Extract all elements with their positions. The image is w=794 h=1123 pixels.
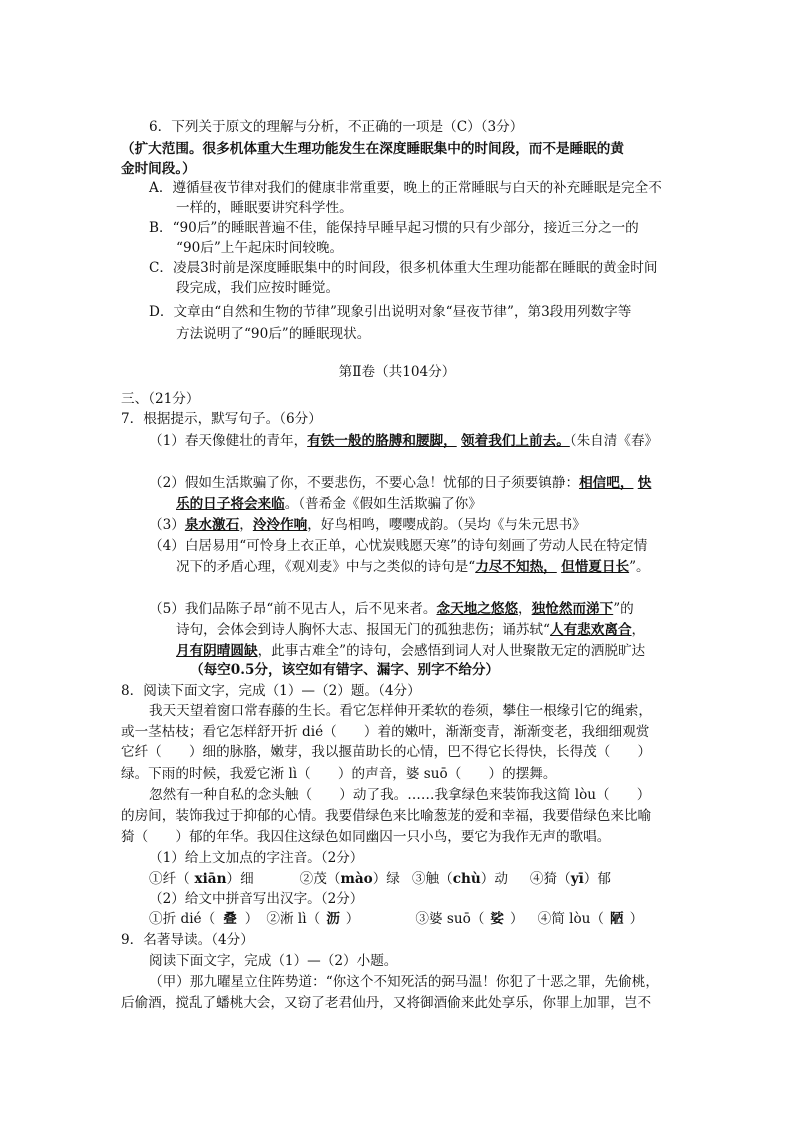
q6-option-d-line2: 方法说明了“90后”的睡眠现状。 (176, 326, 371, 342)
q7-item2-answer1: 相信吧， (579, 475, 634, 491)
q6-note-line1: （扩大范围。很多机体重大生理功能发生在深度睡眠集中的时间段，而不是睡眠的黄 (121, 141, 624, 157)
q7-item5-text: 诗句，会体会到诗人胸怀大志、报国无门的孤独悲伤；诵苏轼“ (176, 622, 550, 638)
q9-passage-line2: 后偷酒，搅乱了蟠桃大会，又窃了老君仙丹，又将御酒偷来此处享乐，你罪上加罪，岂不 (121, 995, 652, 1011)
q7-item3-number: （3） (149, 517, 185, 533)
part-three-heading: 三、（21分） (121, 391, 200, 407)
q7-score-note: （每空0.5分，该空如有错字、漏字、别字不给分） (190, 662, 500, 678)
q8-passage-line4: 绿。下雨的时候，我爱它淅 lì（ ）的声音，婆 suō（ ）的摆舞。 (121, 766, 557, 782)
q7-item1-source: （朱自清《春》 (569, 433, 659, 449)
q6-option-b-line1: B．“90后”的睡眠普遍不佳，能保持早睡早起习惯的只有少部分，接近三分之一的 (149, 220, 639, 236)
q7-item5-answer3: 人有悲欢离合 (549, 622, 632, 638)
q7-item4-answer2: 但惜夏日长 (561, 559, 630, 575)
q7-item2-line2 (176, 494, 482, 514)
q7-item3 (149, 515, 586, 535)
q8-passage-line5: 忽然有一种自私的念头触（ ）动了我。……我拿绿色来装饰我这简 lòu（ ） (149, 787, 651, 803)
q8-sub2-a: ①折 dié（ 叠 ） (149, 911, 259, 927)
q8-sub1-c: ③触（chù）动 (411, 871, 508, 887)
q7-item4-prompt: 况下的矛盾心理，《观刈麦》中与之类似的诗句是“ (176, 559, 476, 575)
q6-option-b-line2: “90后”上午起床时间较晚。 (176, 240, 344, 256)
q6-option-c-line2: 段完成，我们应按时睡觉。 (176, 280, 340, 296)
q8-sub1-stem: （1）给上文加点的字注音。（2分） (149, 850, 364, 866)
q8-sub1-d: ④猗（yī）郁 (529, 871, 611, 887)
q9-intro: 阅读下面文字，完成（1）—（2）小题。 (149, 953, 398, 969)
q7-item4-line2 (176, 557, 650, 577)
q6-stem: 6．下列关于原文的理解与分析，不正确的一项是（C）（3分） (149, 119, 524, 135)
q7-item5-end: ”的 (613, 601, 634, 617)
q7-item3-rest: ，好鸟相鸣，嘤嘤成韵。（吴均《与朱元思书》 (307, 517, 586, 533)
q7-item2-line1 (149, 473, 651, 493)
q7-stem: 7．根据提示，默写句子。（6分） (121, 411, 322, 427)
q8-sub2-answers (149, 909, 643, 929)
q8-sub1-answers (149, 869, 611, 889)
q7-item5-answer4: 月有阴晴圆缺 (176, 643, 258, 659)
q8-sub2-stem: （2）给文中拼音写出汉字。（2分） (149, 891, 364, 907)
q6-option-a-line2: 一样的，睡眠要讲究科学性。 (176, 200, 353, 216)
q7-item3-answer2: 泠泠作响 (252, 517, 308, 533)
q7-item4-end: ”。 (629, 559, 650, 575)
q8-sub2-d: ④简 lòu（ 陋 ） (537, 911, 644, 927)
q9-passage-line1: （甲）那九曜星立住阵势道：“你这个不知死活的弼马温！你犯了十恶之罪，先偷桃， (149, 974, 659, 990)
section-title: 第Ⅱ卷（共104分） (338, 364, 456, 380)
q8-sub2-b: ②淅 lì（ 沥 ） (266, 911, 360, 927)
q6-note-line2: 金时间段。） (121, 161, 196, 177)
q7-item2-source: 。（普希金《假如生活欺骗了你》 (284, 496, 482, 512)
q8-passage-line2: 或一茎枯枝；看它怎样舒开折 dié（ ）着的嫩叶，渐渐变青，渐渐变老，我细细观赏 (121, 724, 650, 740)
q7-item5-answer2: 独怆然而涕下 (531, 601, 614, 617)
q7-item2-answer2-start: 快 (637, 475, 652, 491)
q8-passage-line6: 的房间，装饰我过于抑郁的心情。我要借绿色来比喻葱茏的爱和幸福，我要借绿色来比喻 (121, 808, 652, 824)
q6-option-c-line1: C．凌晨3时前是深度睡眠集中的时间段，很多机体重大生理功能都在睡眠的黄金时间 (149, 260, 658, 276)
q7-item5-line2 (176, 620, 645, 640)
q7-item1-answer1: 有铁一般的胳膊和腰脚， (307, 433, 457, 449)
q7-item5-line3 (176, 641, 645, 661)
q6-option-d-line1: D．文章由“自然和生物的节律”现象引出说明对象“昼夜节律”，第3段用列数字等 (149, 304, 632, 320)
q8-stem: 8．阅读下面文字，完成（1）—（2）题。（4分） (121, 683, 421, 699)
q7-item1-answer2: 领着我们上前去。 (461, 433, 570, 449)
q9-stem: 9．名著导读。（4分） (121, 932, 254, 948)
q8-passage-line1: 我天天望着窗口常春藤的生长。看它怎样伸开柔软的卷须，攀住一根缘引它的绳索， (149, 703, 652, 719)
q8-sub1-b: ②茂（mào）绿 (299, 871, 400, 887)
q7-item2-answer2-end: 乐的日子将会来临 (176, 496, 285, 512)
q7-item5-rest: ，此事古难全”的诗句，会感悟到词人对人世聚散无定的洒脱旷达 (257, 643, 646, 659)
q7-item4-line1: （4）白居易用“可怜身上衣正单，心忧炭贱愿天寒”的诗句刻画了劳动人民在特定情 (149, 538, 648, 554)
q7-item3-comma: ， (239, 517, 253, 533)
q7-item5-comma2: ， (631, 622, 646, 638)
q7-item5-comma: ， (518, 601, 532, 617)
q7-item5-answer1: 念天地之悠悠 (436, 601, 519, 617)
q7-item5-line1 (149, 599, 634, 619)
q7-item2-prompt: （2）假如生活欺骗了你，不要悲伤，不要心急！忧郁的日子须要镇静： (149, 475, 580, 491)
q8-passage-line7: 猗（ ）郁的年华。我囚住这绿色如同幽囚一只小鸟，要它为我作无声的歌唱。 (121, 829, 611, 845)
q6-option-a-line1: A．遵循昼夜节律对我们的健康非常重要，晚上的正常睡眠与白天的补充睡眠是完全不 (149, 180, 662, 196)
q7-item3-answer1: 泉水激石 (184, 517, 240, 533)
q7-item4-answer1: 力尽不知热， (475, 559, 557, 575)
q7-item1 (149, 431, 658, 451)
q8-sub2-c: ③婆 suō（ 娑 ） (415, 911, 524, 927)
q7-item5-prompt: （5）我们品陈子昂“前不见古人，后不见来者。 (149, 601, 437, 617)
q8-passage-line3: 它纤（ ）细的脉胳，嫩芽，我以揠苗助长的心情，巴不得它长得快，长得茂（ ） (121, 744, 652, 760)
q7-item1-prompt: （1）春天像健壮的青年， (149, 433, 308, 449)
q8-sub1-a: ①纤（ xiān）细 (149, 871, 254, 887)
